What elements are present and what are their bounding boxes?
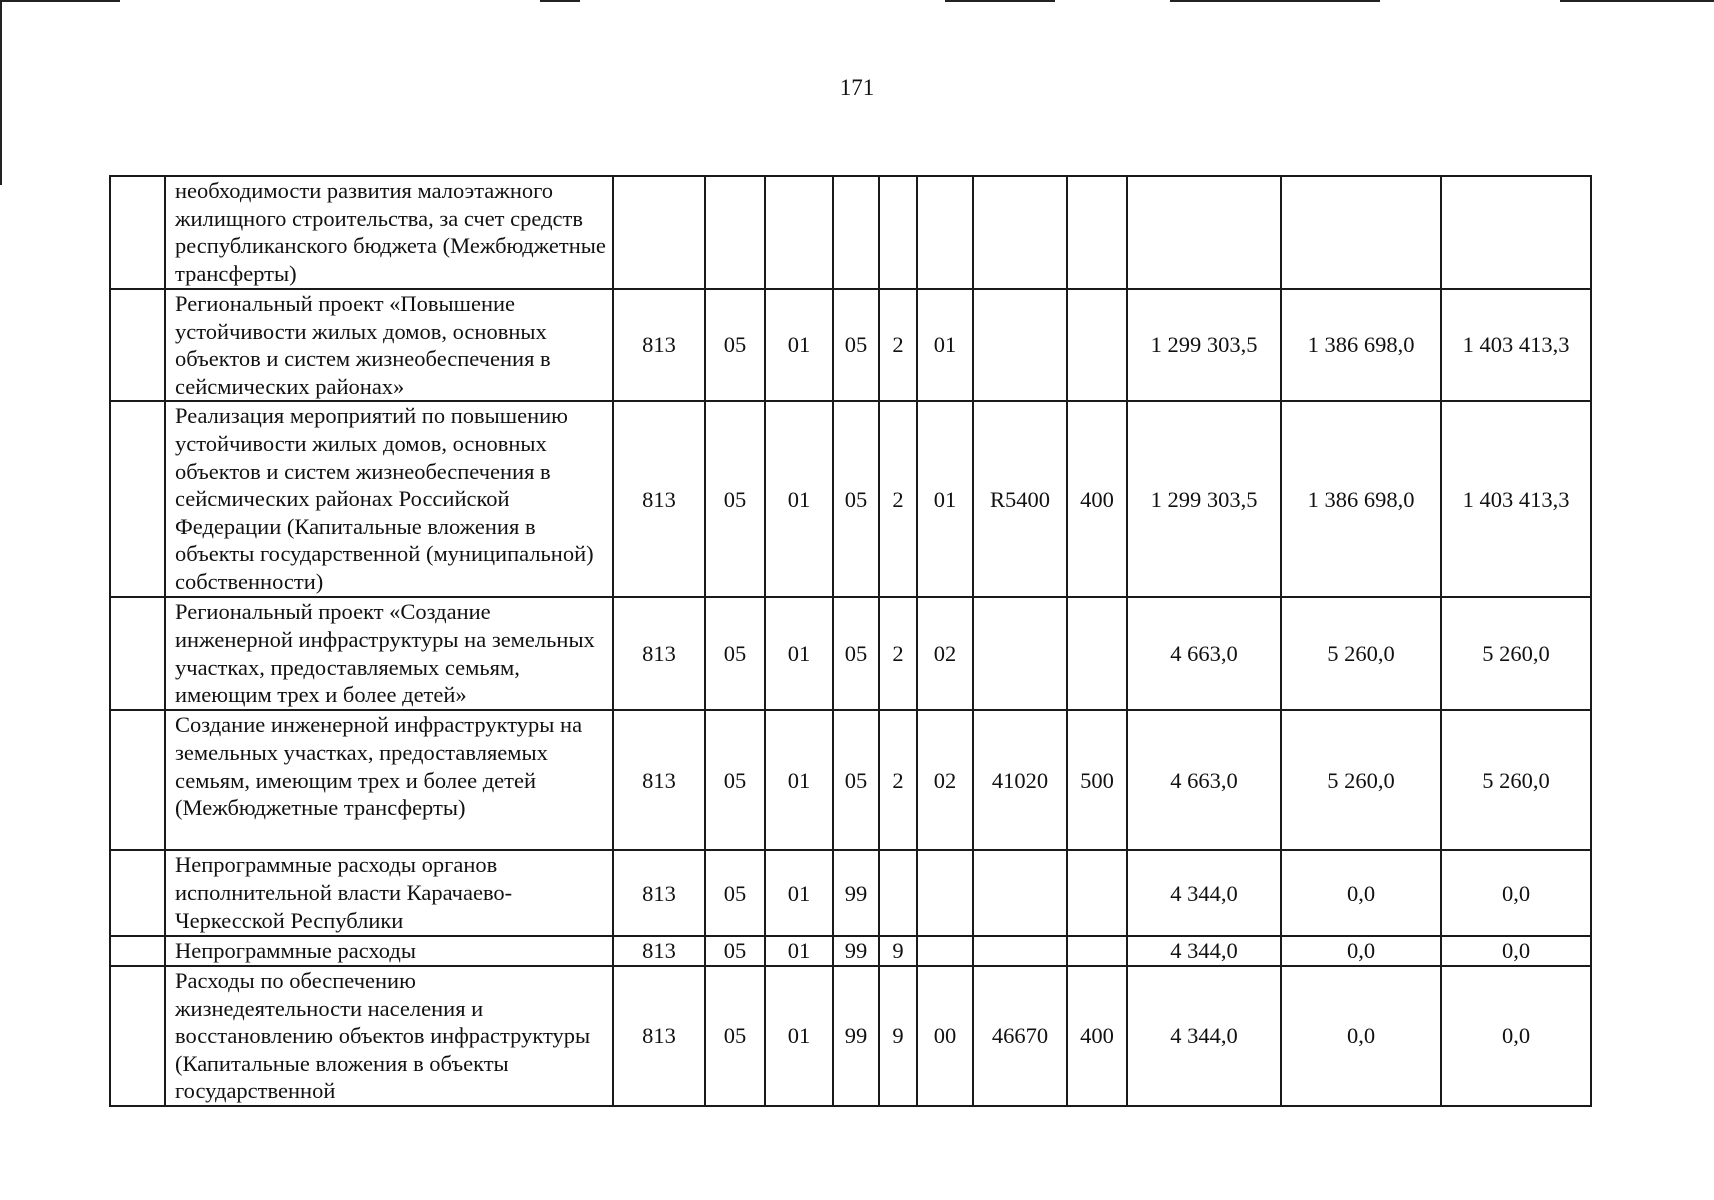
cell-csr-program: 99 — [833, 850, 879, 936]
row-name-text: Расходы по обеспечению жизнедеятельности населения и восстановлению объектов инфраструктуры (Капитальные вложения в объекты государственной — [175, 967, 591, 1104]
cell-csr-direction — [973, 176, 1067, 289]
cell-csr-program — [833, 176, 879, 289]
row-number-cell — [110, 176, 165, 289]
cell-rz — [705, 176, 765, 289]
cell-rz: 05 — [705, 850, 765, 936]
cell-grbs — [613, 176, 705, 289]
page-number: 171 — [839, 75, 875, 100]
scan-edge-top-1 — [540, 0, 580, 2]
row-name: Региональный проект «Создание инженерной инфраструктуры на земельных участках, предоставляемых семьям, имеющим трех и более детей» — [165, 597, 613, 710]
cell-csr-subprogram: 02 — [917, 710, 973, 850]
cell-vr: 500 — [1067, 710, 1127, 850]
cell-pr: 01 — [765, 710, 833, 850]
row-number-cell — [110, 966, 165, 1106]
row-number-cell — [110, 850, 165, 936]
cell-vr — [1067, 597, 1127, 710]
cell-csr-direction: 46670 — [973, 966, 1067, 1106]
cell-rz: 05 — [705, 597, 765, 710]
cell-csr-direction: R5400 — [973, 401, 1067, 597]
cell-csr-program: 99 — [833, 936, 879, 966]
cell-amount-year-2: 1 386 698,0 — [1281, 401, 1441, 597]
cell-amount-year-3: 1 403 413,3 — [1441, 401, 1591, 597]
cell-grbs: 813 — [613, 289, 705, 401]
cell-grbs: 813 — [613, 936, 705, 966]
cell-vr — [1067, 936, 1127, 966]
cell-csr-direction: 41020 — [973, 710, 1067, 850]
cell-rz: 05 — [705, 401, 765, 597]
row-number-cell — [110, 289, 165, 401]
table-row — [110, 289, 1591, 401]
cell-amount-year-2 — [1281, 176, 1441, 289]
cell-grbs: 813 — [613, 850, 705, 936]
cell-vr — [1067, 850, 1127, 936]
row-name — [165, 966, 613, 1106]
cell-amount-year-1: 1 299 303,5 — [1127, 401, 1281, 597]
cell-amount-year-2: 1 386 698,0 — [1281, 289, 1441, 401]
cell-csr-program: 99 — [833, 966, 879, 1106]
cell-csr-type — [879, 176, 917, 289]
cell-amount-year-3: 0,0 — [1441, 966, 1591, 1106]
cell-vr: 400 — [1067, 401, 1127, 597]
cell-amount-year-3: 5 260,0 — [1441, 597, 1591, 710]
cell-amount-year-1: 4 344,0 — [1127, 936, 1281, 966]
row-name: Непрограммные расходы — [165, 936, 613, 966]
cell-vr — [1067, 176, 1127, 289]
cell-vr: 400 — [1067, 966, 1127, 1106]
scan-edge-top-left — [0, 0, 120, 2]
cell-csr-subprogram: 02 — [917, 597, 973, 710]
cell-csr-direction — [973, 289, 1067, 401]
cell-csr-type — [879, 850, 917, 936]
cell-grbs: 813 — [613, 710, 705, 850]
cell-csr-direction — [973, 936, 1067, 966]
row-name: необходимости развития малоэтажного жилищного строительства, за счет средств республиканского бюджета (Межбюджетные трансферты) — [165, 176, 613, 289]
cell-pr: 01 — [765, 401, 833, 597]
table-row — [110, 176, 1591, 289]
row-number-cell — [110, 936, 165, 966]
cell-amount-year-2: 0,0 — [1281, 966, 1441, 1106]
row-number-cell — [110, 710, 165, 850]
cell-csr-program: 05 — [833, 401, 879, 597]
table-row — [110, 966, 1591, 1106]
cell-amount-year-1: 4 663,0 — [1127, 710, 1281, 850]
row-name: Реализация мероприятий по повышению устойчивости жилых домов, основных объектов и систем жизнеобеспечения в сейсмических районах Российской Федерации (Капитальные вложения в объекты государственной (муниципальной) собственности) — [165, 401, 613, 597]
table-row — [110, 936, 1591, 966]
cell-amount-year-1: 4 344,0 — [1127, 850, 1281, 936]
cell-amount-year-2: 5 260,0 — [1281, 710, 1441, 850]
cell-amount-year-1: 1 299 303,5 — [1127, 289, 1281, 401]
cell-amount-year-3 — [1441, 176, 1591, 289]
cell-amount-year-3: 0,0 — [1441, 936, 1591, 966]
cell-rz: 05 — [705, 289, 765, 401]
cell-grbs: 813 — [613, 597, 705, 710]
cell-csr-program: 05 — [833, 289, 879, 401]
row-name: Непрограммные расходы органов исполнительной власти Карачаево-Черкесской Республики — [165, 850, 613, 936]
scan-edge-top-4 — [1560, 0, 1714, 2]
cell-csr-type: 2 — [879, 401, 917, 597]
row-number-cell — [110, 597, 165, 710]
cell-amount-year-3: 0,0 — [1441, 850, 1591, 936]
row-name: Региональный проект «Повышение устойчивости жилых домов, основных объектов и систем жизнеобеспечения в сейсмических районах» — [165, 289, 613, 401]
cell-csr-program: 05 — [833, 597, 879, 710]
cell-csr-subprogram — [917, 176, 973, 289]
cell-csr-type: 2 — [879, 710, 917, 850]
cell-pr: 01 — [765, 936, 833, 966]
cell-csr-type: 2 — [879, 289, 917, 401]
cell-csr-type: 9 — [879, 966, 917, 1106]
cell-csr-subprogram: 01 — [917, 289, 973, 401]
table-row — [110, 850, 1591, 936]
cell-pr: 01 — [765, 850, 833, 936]
cell-csr-subprogram — [917, 936, 973, 966]
table-row — [110, 597, 1591, 710]
row-number-cell — [110, 401, 165, 597]
scan-edge-top-3 — [1170, 0, 1380, 2]
scan-edge-top-2 — [945, 0, 1055, 2]
cell-grbs: 813 — [613, 401, 705, 597]
cell-amount-year-2: 0,0 — [1281, 936, 1441, 966]
table-row — [110, 710, 1591, 850]
cell-csr-type: 2 — [879, 597, 917, 710]
cell-amount-year-1: 4 663,0 — [1127, 597, 1281, 710]
cell-amount-year-2: 0,0 — [1281, 850, 1441, 936]
cell-csr-direction — [973, 597, 1067, 710]
cell-rz: 05 — [705, 710, 765, 850]
cell-amount-year-3: 5 260,0 — [1441, 710, 1591, 850]
cell-amount-year-1 — [1127, 176, 1281, 289]
cell-pr — [765, 176, 833, 289]
cell-vr — [1067, 289, 1127, 401]
cell-csr-subprogram: 00 — [917, 966, 973, 1106]
cell-rz: 05 — [705, 936, 765, 966]
cell-amount-year-1: 4 344,0 — [1127, 966, 1281, 1106]
cell-pr: 01 — [765, 597, 833, 710]
row-name: Создание инженерной инфраструктуры на земельных участках, предоставляемых семьям, имеющим трех и более детей (Межбюджетные трансферты) — [165, 710, 613, 850]
cell-csr-type: 9 — [879, 936, 917, 966]
table-row — [110, 401, 1591, 597]
cell-grbs: 813 — [613, 966, 705, 1106]
cell-pr: 01 — [765, 966, 833, 1106]
cell-csr-direction — [973, 850, 1067, 936]
budget-table — [109, 175, 1592, 1107]
cell-rz: 05 — [705, 966, 765, 1106]
cell-csr-subprogram: 01 — [917, 401, 973, 597]
cell-pr: 01 — [765, 289, 833, 401]
cell-csr-subprogram — [917, 850, 973, 936]
cell-csr-program: 05 — [833, 710, 879, 850]
cell-amount-year-2: 5 260,0 — [1281, 597, 1441, 710]
cell-amount-year-3: 1 403 413,3 — [1441, 289, 1591, 401]
